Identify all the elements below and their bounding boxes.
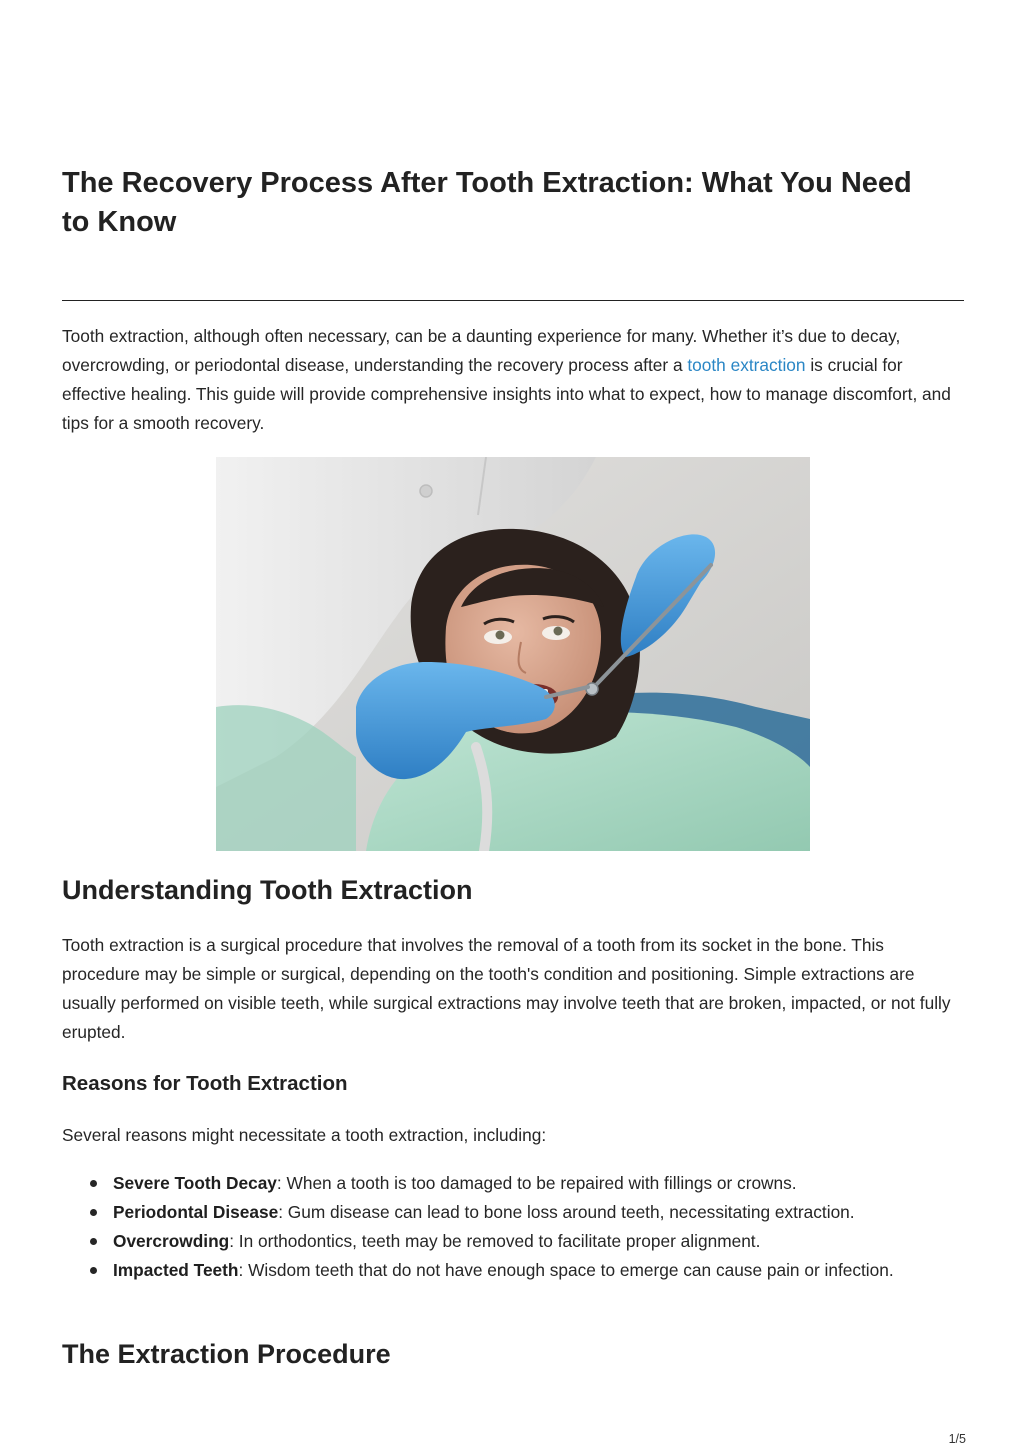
tooth-extraction-link[interactable]: tooth extraction — [687, 355, 806, 375]
page-number: 1/5 — [948, 1432, 966, 1446]
intro-text-before-link: Tooth extraction, although often necessary, can be a daunting experience for many. Whether it’s due to decay, overcrowding, or periodontal disease, understanding the recovery process after a — [62, 326, 901, 375]
list-item-term: Impacted Teeth — [113, 1260, 239, 1280]
list-item-term: Overcrowding — [113, 1231, 230, 1251]
list-item — [62, 1169, 964, 1198]
document-page — [62, 0, 964, 1449]
understanding-paragraph: Tooth extraction is a surgical procedure that involves the removal of a tooth from its socket in the bone. This procedure may be simple or surgical, depending on the tooth's condition and positioning. Simple extractions are usually performed on visible teeth, while surgical extractions may involve teeth that are broken, impacted, or not fully erupted. — [62, 935, 951, 1042]
list-item-term: Periodontal Disease — [113, 1202, 279, 1222]
reasons-intro: Several reasons might necessitate a tooth extraction, including: — [62, 1125, 547, 1145]
article-title: The Recovery Process After Tooth Extraction: What You Need to Know — [62, 167, 912, 238]
list-item — [62, 1256, 964, 1285]
list-item — [62, 1227, 964, 1256]
section-heading-understanding: Understanding Tooth Extraction — [62, 875, 473, 905]
intro-text-after-link: is crucial for effective healing. This guide will provide comprehensive insights into what to expect, how to manage discomfort, and tips for a smooth recovery. — [62, 355, 951, 433]
intro-paragraph — [62, 322, 964, 438]
list-item-desc: : In orthodontics, teeth may be removed to facilitate proper alignment. — [229, 1231, 761, 1251]
list-item-desc: : Gum disease can lead to bone loss around teeth, necessitating extraction. — [278, 1202, 855, 1222]
coat-button — [420, 485, 432, 497]
list-item-term: Severe Tooth Decay — [113, 1173, 277, 1193]
title-divider — [62, 300, 964, 301]
section-heading-procedure: The Extraction Procedure — [62, 1339, 391, 1369]
reasons-list — [62, 1169, 964, 1285]
list-item-desc: : When a tooth is too damaged to be repaired with fillings or crowns. — [276, 1173, 797, 1193]
list-item — [62, 1198, 964, 1227]
subsection-heading-reasons: Reasons for Tooth Extraction — [62, 1072, 348, 1095]
dental-procedure-photo — [216, 457, 810, 851]
list-item-desc: : Wisdom teeth that do not have enough space to emerge can cause pain or infection. — [238, 1260, 894, 1280]
